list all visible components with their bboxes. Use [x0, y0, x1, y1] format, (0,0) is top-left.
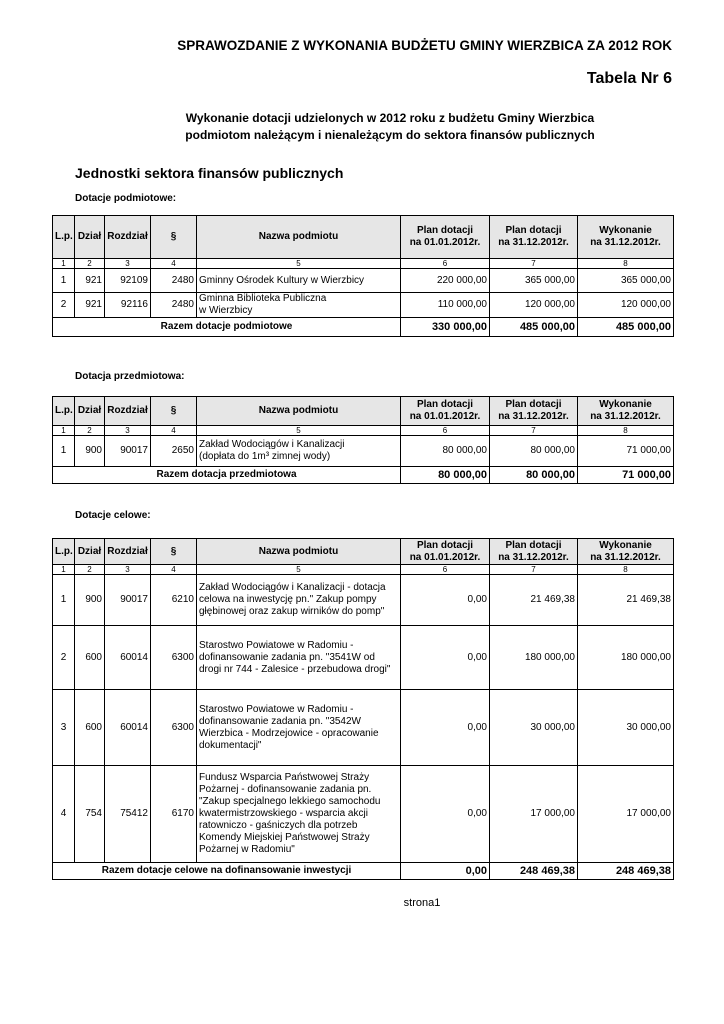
table-header-row [53, 397, 674, 426]
col-plan-end-line1: Plan dotacji [505, 539, 562, 551]
cell-paragraf: 2650 [151, 436, 197, 467]
cell-plan-start: 80 000,00 [401, 436, 490, 467]
cell-nazwa: Gminny Ośrodek Kultury w Wierzbicy [197, 269, 401, 293]
col-plan-start-line1: Plan dotacji [416, 225, 474, 236]
sum-label: Razem dotacja przedmiotowa [53, 467, 401, 484]
col-paragraf: § [151, 539, 197, 565]
sum-row [53, 467, 674, 484]
cell-plan-end: 30 000,00 [490, 690, 578, 766]
col-number: 1 [53, 565, 75, 575]
subtitle [130, 110, 650, 144]
col-number: 5 [197, 565, 401, 575]
col-plan-start [401, 397, 490, 426]
cell-rozdzial: 60014 [105, 626, 151, 690]
col-lp: L.p. [53, 216, 75, 259]
col-rozdzial: Rozdział [105, 397, 151, 426]
col-nazwa: Nazwa podmiotu [197, 397, 401, 426]
col-plan-start-line2: na 01.01.2012r. [409, 411, 481, 422]
cell-wykonanie: 30 000,00 [578, 690, 674, 766]
col-number: 7 [490, 565, 578, 575]
column-number-row [53, 259, 674, 269]
col-plan-start [401, 539, 490, 565]
cell-lp: 2 [53, 293, 75, 318]
col-number: 8 [578, 426, 674, 436]
table-row [53, 293, 674, 318]
cell-wykonanie: 180 000,00 [578, 626, 674, 690]
cell-nazwa-line1: Gminna Biblioteka Publiczna [199, 293, 327, 304]
przedmiotowa-table [52, 396, 674, 484]
col-plan-start [401, 216, 490, 259]
col-number: 7 [490, 426, 578, 436]
cell-dzial: 921 [75, 293, 105, 318]
column-number-row [53, 426, 674, 436]
col-number: 8 [578, 259, 674, 269]
col-wykonanie [578, 539, 674, 565]
col-dzial: Dział [75, 397, 105, 426]
cell-paragraf: 6210 [151, 575, 197, 626]
sum-wykonanie: 485 000,00 [578, 318, 674, 337]
cell-dzial: 600 [75, 690, 105, 766]
celowe-label: Dotacje celowe: [75, 510, 151, 521]
cell-dzial: 900 [75, 575, 105, 626]
col-number: 3 [105, 565, 151, 575]
col-dzial: Dział [75, 539, 105, 565]
cell-dzial: 900 [75, 436, 105, 467]
col-number: 2 [75, 426, 105, 436]
col-rozdzial: Rozdział [105, 539, 151, 565]
col-wykonanie [578, 397, 674, 426]
sum-wykonanie: 248 469,38 [578, 863, 674, 880]
cell-nazwa: Starostwo Powiatowe w Radomiu - dofinansowanie zadania pn. "3541W od drogi nr 744 - Zalesice - przebudowa drogi" [197, 626, 401, 690]
report-title: SPRAWOZDANIE Z WYKONANIA BUDŻETU GMINY WIERZBICA ZA 2012 ROK [177, 38, 672, 53]
cell-nazwa: Starostwo Powiatowe w Radomiu - dofinansowanie zadania pn. "3542W Wierzbica - Modrzejowice - opracowanie dokumentacji" [197, 690, 401, 766]
table-row [53, 690, 674, 766]
cell-wykonanie: 17 000,00 [578, 766, 674, 863]
col-nazwa: Nazwa podmiotu [197, 216, 401, 259]
section-heading: Jednostki sektora finansów publicznych [75, 165, 344, 181]
cell-nazwa: Fundusz Wsparcia Państwowej Straży Pożarnej - dofinansowanie zadania pn. "Zakup specjalnego lekkiego samochodu kwatermistrzowskiego - wsparcia akcji ratowniczo - gaśniczych dla potrzeb Komendy Miejskiej Państwowej Straży Pożarnej w Radomiu" [197, 766, 401, 863]
cell-dzial: 921 [75, 269, 105, 293]
cell-nazwa: Zakład Wodociągów i Kanalizacji - dotacja celowa na inwestycję pn." Zakup pompy głębinowej oraz zakup wirników do pomp" [197, 575, 401, 626]
col-paragraf: § [151, 216, 197, 259]
sum-plan-start: 330 000,00 [401, 318, 490, 337]
cell-plan-start: 110 000,00 [401, 293, 490, 318]
sum-plan-end: 485 000,00 [490, 318, 578, 337]
cell-plan-start: 220 000,00 [401, 269, 490, 293]
cell-plan-end: 180 000,00 [490, 626, 578, 690]
cell-plan-start: 0,00 [401, 766, 490, 863]
subtitle-line-2: podmiotom należącym i nienależącym do sektora finansów publicznych [185, 128, 595, 142]
cell-nazwa [197, 436, 401, 467]
col-number: 2 [75, 259, 105, 269]
cell-lp: 3 [53, 690, 75, 766]
sum-label: Razem dotacje celowe na dofinansowanie inwestycji [53, 863, 401, 880]
col-number: 4 [151, 565, 197, 575]
col-number: 1 [53, 259, 75, 269]
col-number: 7 [490, 259, 578, 269]
col-plan-end-line1: Plan dotacji [505, 225, 562, 236]
cell-lp: 1 [53, 575, 75, 626]
col-nazwa: Nazwa podmiotu [197, 539, 401, 565]
cell-paragraf: 2480 [151, 269, 197, 293]
table-number: Tabela Nr 6 [586, 70, 672, 87]
cell-lp: 2 [53, 626, 75, 690]
col-rozdzial: Rozdział [105, 216, 151, 259]
cell-plan-start: 0,00 [401, 690, 490, 766]
col-dzial: Dział [75, 216, 105, 259]
col-number: 6 [401, 426, 490, 436]
table-header-row [53, 216, 674, 259]
cell-nazwa [197, 293, 401, 318]
sum-plan-start: 80 000,00 [401, 467, 490, 484]
col-plan-end [490, 539, 578, 565]
cell-nazwa-line2: w Wierzbicy [199, 305, 253, 316]
column-number-row [53, 565, 674, 575]
col-plan-start-line1: Plan dotacji [416, 399, 474, 410]
cell-wykonanie: 71 000,00 [578, 436, 674, 467]
celowe-table [52, 538, 674, 880]
cell-plan-end: 80 000,00 [490, 436, 578, 467]
col-plan-end-line2: na 31.12.2012r. [498, 411, 569, 422]
cell-rozdzial: 60014 [105, 690, 151, 766]
cell-plan-end: 17 000,00 [490, 766, 578, 863]
sum-row [53, 863, 674, 880]
cell-plan-start: 0,00 [401, 626, 490, 690]
sum-plan-end: 248 469,38 [490, 863, 578, 880]
col-wykonanie-line1: Wykonanie [599, 225, 652, 236]
col-plan-end-line2: na 31.12.2012r. [498, 551, 569, 563]
col-plan-end-line2: na 31.12.2012r. [498, 237, 569, 248]
col-wykonanie-line2: na 31.12.2012r. [590, 411, 661, 422]
cell-rozdzial: 92109 [105, 269, 151, 293]
sum-plan-start: 0,00 [401, 863, 490, 880]
sum-label: Razem dotacje podmiotowe [53, 318, 401, 337]
col-wykonanie [578, 216, 674, 259]
cell-rozdzial: 92116 [105, 293, 151, 318]
podmiotowe-label: Dotacje podmiotowe: [75, 193, 177, 204]
table-row [53, 269, 674, 293]
col-wykonanie-line1: Wykonanie [599, 539, 652, 551]
cell-wykonanie: 365 000,00 [578, 269, 674, 293]
col-lp: L.p. [53, 397, 75, 426]
col-plan-end [490, 397, 578, 426]
cell-rozdzial: 90017 [105, 575, 151, 626]
cell-paragraf: 2480 [151, 293, 197, 318]
col-number: 6 [401, 565, 490, 575]
col-number: 3 [105, 259, 151, 269]
cell-plan-end: 120 000,00 [490, 293, 578, 318]
table-row [53, 766, 674, 863]
col-number: 5 [197, 259, 401, 269]
cell-paragraf: 6170 [151, 766, 197, 863]
sum-wykonanie: 71 000,00 [578, 467, 674, 484]
cell-lp: 4 [53, 766, 75, 863]
page-number: strona1 [403, 897, 441, 909]
col-plan-end-line1: Plan dotacji [505, 399, 562, 410]
col-paragraf: § [151, 397, 197, 426]
col-number: 3 [105, 426, 151, 436]
col-lp: L.p. [53, 539, 75, 565]
cell-plan-end: 21 469,38 [490, 575, 578, 626]
col-number: 1 [53, 426, 75, 436]
cell-rozdzial: 90017 [105, 436, 151, 467]
subtitle-line-1: Wykonanie dotacji udzielonych w 2012 roku z budżetu Gminy Wierzbica [185, 111, 595, 125]
col-plan-end [490, 216, 578, 259]
col-plan-start-line2: na 01.01.2012r. [409, 551, 481, 563]
cell-rozdzial: 75412 [105, 766, 151, 863]
col-number: 4 [151, 259, 197, 269]
cell-dzial: 600 [75, 626, 105, 690]
cell-plan-start: 0,00 [401, 575, 490, 626]
podmiotowe-table [52, 215, 674, 337]
sum-row [53, 318, 674, 337]
col-number: 2 [75, 565, 105, 575]
cell-wykonanie: 120 000,00 [578, 293, 674, 318]
col-number: 8 [578, 565, 674, 575]
col-wykonanie-line2: na 31.12.2012r. [590, 237, 661, 248]
col-number: 6 [401, 259, 490, 269]
table-header-row [53, 539, 674, 565]
col-number: 5 [197, 426, 401, 436]
col-plan-start-line2: na 01.01.2012r. [409, 237, 481, 248]
table-row [53, 626, 674, 690]
col-wykonanie-line1: Wykonanie [599, 399, 652, 410]
sum-plan-end: 80 000,00 [490, 467, 578, 484]
cell-nazwa-line1: Zakład Wodociągów i Kanalizacji [199, 439, 345, 450]
przedmiotowa-label: Dotacja przedmiotowa: [75, 371, 185, 382]
table-row [53, 436, 674, 467]
cell-lp: 1 [53, 436, 75, 467]
cell-paragraf: 6300 [151, 690, 197, 766]
cell-wykonanie: 21 469,38 [578, 575, 674, 626]
cell-paragraf: 6300 [151, 626, 197, 690]
col-number: 4 [151, 426, 197, 436]
col-plan-start-line1: Plan dotacji [416, 539, 474, 551]
cell-dzial: 754 [75, 766, 105, 863]
col-wykonanie-line2: na 31.12.2012r. [590, 551, 661, 563]
cell-plan-end: 365 000,00 [490, 269, 578, 293]
cell-lp: 1 [53, 269, 75, 293]
cell-nazwa-line2: (dopłata do 1m³ zimnej wody) [199, 451, 331, 462]
table-row [53, 575, 674, 626]
